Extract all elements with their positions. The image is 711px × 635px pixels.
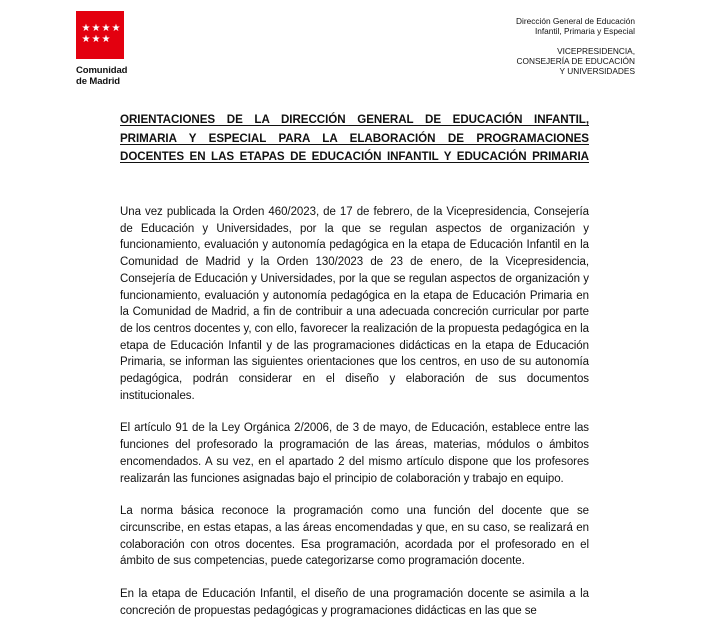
body-paragraph: En la etapa de Educación Infantil, el diseño de una programación docente se asimila a la concreción de propuestas pedagógicas y programaciones didácticas en las que se [120,588,589,617]
logo-red-square [76,11,124,59]
star-icon: ★ [81,34,91,45]
logo-stars [81,23,121,45]
star-icon: ★ [91,34,101,45]
logo-name-line-1: Comunidad [76,65,128,76]
body-paragraph: La norma básica reconoce la programación como una función del docente que se circunscribe, en estas etapas, a las áreas encomendadas y que, en su caso, se realizará en colaboración con otros docentes. Esa programación, acordada por el profesorado en el ámbito de sus competencias, puede categorizarse como programación docente. [120,505,589,568]
document-title [120,111,589,167]
department-line-2: Infantil, Primaria y Especial [534,26,635,36]
ministry-line-3: Y UNIVERSIDADES [559,66,635,76]
title-line-1: ORIENTACIONES DE LA DIRECCIÓN GENERAL DE EDUCACIÓN INFANTIL, [120,113,589,126]
document-body [120,204,589,635]
ministry-line-1: VICEPRESIDENCIA, [557,46,635,56]
comunidad-de-madrid-logo [76,11,126,87]
logo-wordmark [76,65,126,87]
body-paragraph: El artículo 91 de la Ley Orgánica 2/2006, de 3 de mayo, de Educación, establece entre las funciones del profesorado la programación de las áreas, materias, módulos o ámbitos encomendados. A su vez, en el apartado 2 del mismo artículo dispone que los profesores realizarán las funciones asignadas bajo el principio de colaboración y trabajo en equipo. [120,422,589,485]
ministry-line-2: CONSEJERÍA DE EDUCACIÓN [516,56,635,66]
department-line-1: Dirección General de Educación [516,16,635,26]
star-icon: ★ [101,23,111,34]
letterhead-department [516,16,635,76]
star-icon: ★ [91,23,101,34]
title-line-2: PRIMARIA Y ESPECIAL PARA LA ELABORACIÓN DE PROGRAMACIONES [120,131,589,145]
star-icon: ★ [111,23,121,34]
star-icon: ★ [101,34,111,45]
title-line-3: DOCENTES EN LAS ETAPAS DE EDUCACIÓN INFANTIL Y EDUCACIÓN PRIMARIA [120,150,589,163]
body-paragraph: Una vez publicada la Orden 460/2023, de 17 de febrero, de la Vicepresidencia, Consejería de Educación y Universidades, por la que se regulan aspectos de organización y funcionamiento, evaluación y autonomía pedagógica en la etapa de Educación Infantil en la Comunidad de Madrid y la Orden 130/2023 de 23 de enero, de la Vicepresidencia, Consejería de Educación y Universidades, por la que se regulan aspectos de organización y funcionamiento, evaluación y autonomía pedagógica en la etapa de Educación Primaria en la Comunidad de Madrid, a fin de contribuir a una adecuada concreción curricular por parte de los centros docentes y, con ello, favorecer la realización de la propuesta pedagógica en la etapa de Educación Infantil y de las programaciones didácticas en la etapa de Educación Primaria, se informan las siguientes orientaciones que los centros, en uso de su autonomía pedagógica, podrán considerar en el diseño y elaboración de sus documentos institucionales. [120,206,589,402]
logo-name-line-2: de Madrid [76,76,120,87]
star-icon: ★ [81,23,91,34]
